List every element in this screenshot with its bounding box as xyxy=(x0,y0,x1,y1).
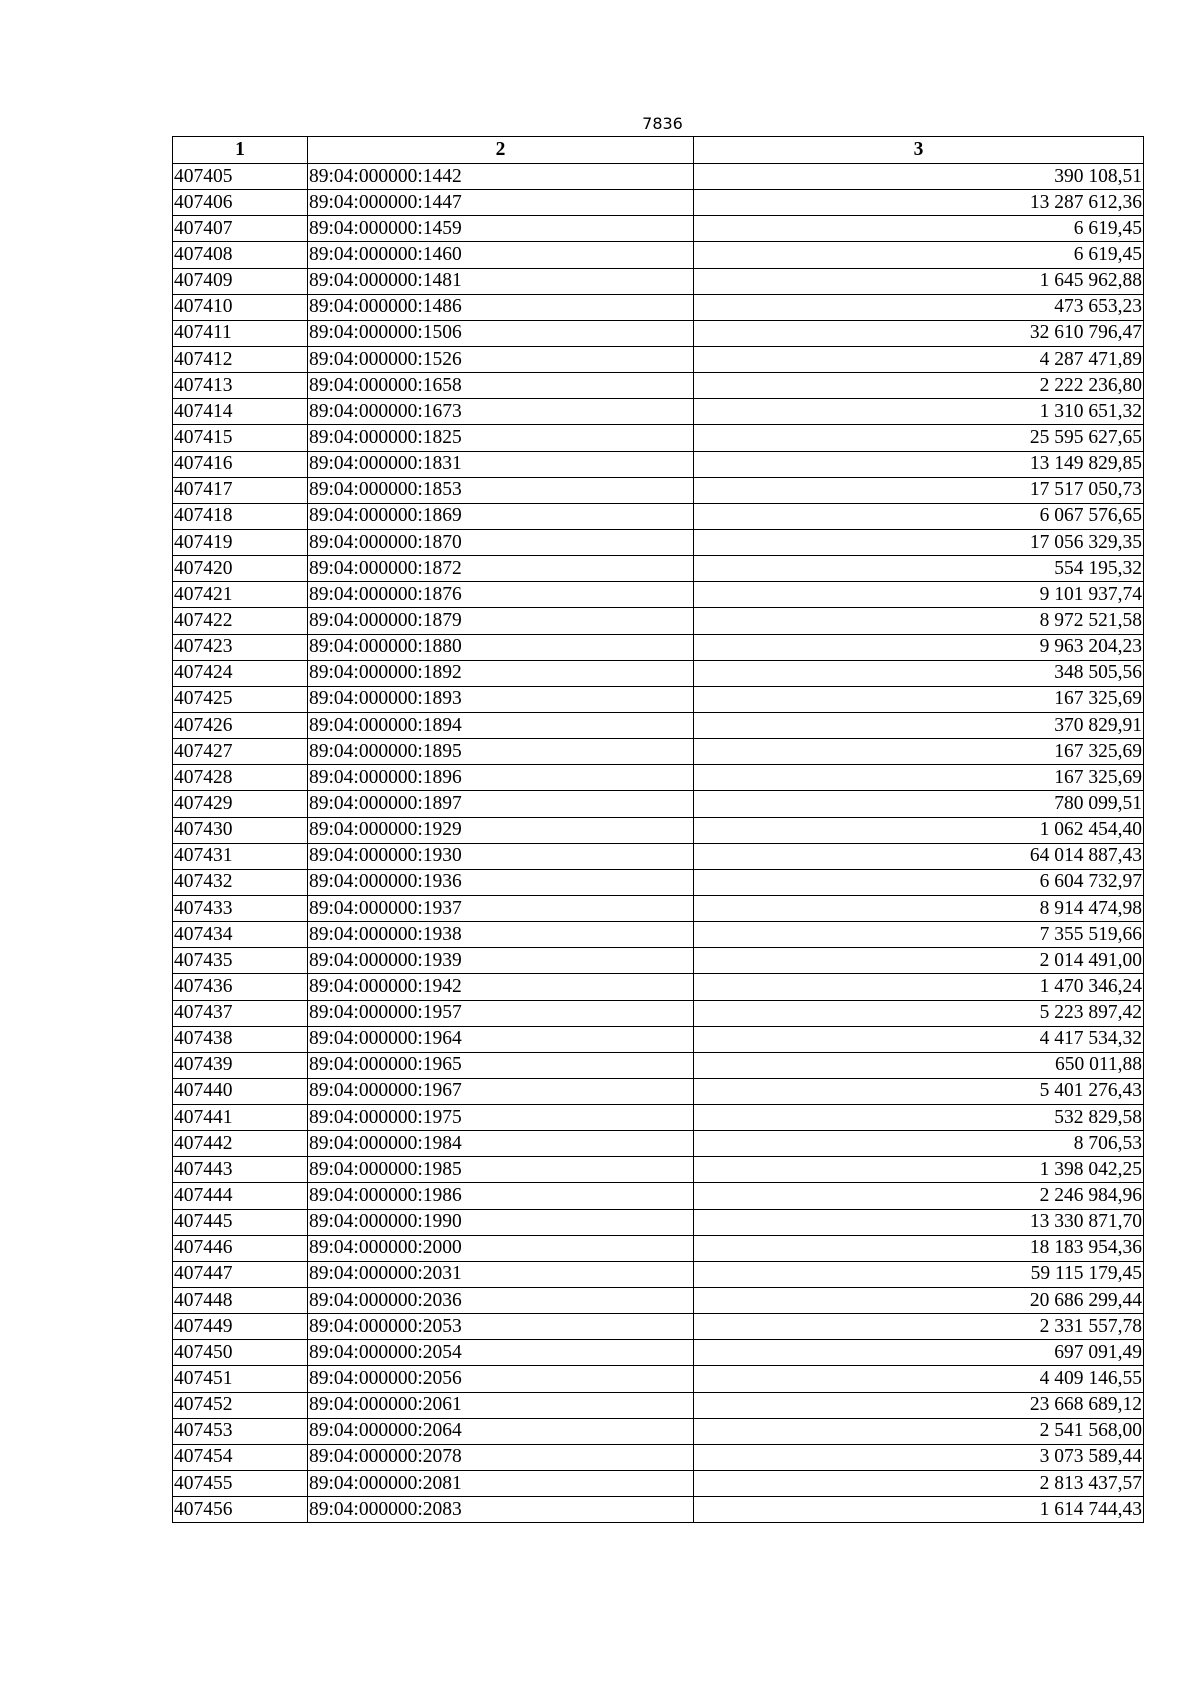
table-row xyxy=(173,216,1144,242)
row-number-cell: 407431 xyxy=(173,843,308,869)
value-cell: 4 417 534,32 xyxy=(694,1026,1144,1052)
table-row xyxy=(173,817,1144,843)
table-row xyxy=(173,320,1144,346)
cadastral-number-cell: 89:04:000000:1853 xyxy=(308,477,694,503)
table-row xyxy=(173,608,1144,634)
row-number-cell: 407405 xyxy=(173,164,308,190)
value-cell: 6 604 732,97 xyxy=(694,869,1144,895)
value-cell: 9 101 937,74 xyxy=(694,582,1144,608)
table-row xyxy=(173,765,1144,791)
value-cell: 8 706,53 xyxy=(694,1131,1144,1157)
table-row xyxy=(173,895,1144,921)
cadastral-number-cell: 89:04:000000:1831 xyxy=(308,451,694,477)
row-number-cell: 407435 xyxy=(173,948,308,974)
table-row xyxy=(173,660,1144,686)
cadastral-number-cell: 89:04:000000:1879 xyxy=(308,608,694,634)
table-row xyxy=(173,948,1144,974)
row-number-cell: 407415 xyxy=(173,425,308,451)
table-row xyxy=(173,268,1144,294)
row-number-cell: 407426 xyxy=(173,712,308,738)
row-number-cell: 407433 xyxy=(173,895,308,921)
value-cell: 13 287 612,36 xyxy=(694,190,1144,216)
cadastral-number-cell: 89:04:000000:1876 xyxy=(308,582,694,608)
value-cell: 9 963 204,23 xyxy=(694,634,1144,660)
value-cell: 8 972 521,58 xyxy=(694,608,1144,634)
cadastral-number-cell: 89:04:000000:1984 xyxy=(308,1131,694,1157)
value-cell: 2 541 568,00 xyxy=(694,1418,1144,1444)
table-row xyxy=(173,556,1144,582)
row-number-cell: 407425 xyxy=(173,686,308,712)
cadastral-number-cell: 89:04:000000:1880 xyxy=(308,634,694,660)
row-number-cell: 407418 xyxy=(173,503,308,529)
cadastral-number-cell: 89:04:000000:2083 xyxy=(308,1497,694,1523)
table-row xyxy=(173,399,1144,425)
cadastral-number-cell: 89:04:000000:1930 xyxy=(308,843,694,869)
table-row xyxy=(173,503,1144,529)
row-number-cell: 407410 xyxy=(173,294,308,320)
cadastral-number-cell: 89:04:000000:1872 xyxy=(308,556,694,582)
value-cell: 4 409 146,55 xyxy=(694,1366,1144,1392)
table-row xyxy=(173,1340,1144,1366)
value-cell: 59 115 179,45 xyxy=(694,1261,1144,1287)
row-number-cell: 407406 xyxy=(173,190,308,216)
value-cell: 167 325,69 xyxy=(694,765,1144,791)
table-row xyxy=(173,346,1144,372)
value-cell: 20 686 299,44 xyxy=(694,1288,1144,1314)
table-row xyxy=(173,974,1144,1000)
row-number-cell: 407423 xyxy=(173,634,308,660)
cadastral-number-cell: 89:04:000000:1526 xyxy=(308,346,694,372)
value-cell: 532 829,58 xyxy=(694,1105,1144,1131)
value-cell: 1 614 744,43 xyxy=(694,1497,1144,1523)
cadastral-number-cell: 89:04:000000:1506 xyxy=(308,320,694,346)
table-row xyxy=(173,843,1144,869)
value-cell: 167 325,69 xyxy=(694,686,1144,712)
table-header xyxy=(173,137,1144,164)
column-header-2: 2 xyxy=(308,137,694,164)
row-number-cell: 407422 xyxy=(173,608,308,634)
row-number-cell: 407446 xyxy=(173,1235,308,1261)
table-row xyxy=(173,1078,1144,1104)
value-cell: 348 505,56 xyxy=(694,660,1144,686)
row-number-cell: 407429 xyxy=(173,791,308,817)
row-number-cell: 407413 xyxy=(173,373,308,399)
value-cell: 8 914 474,98 xyxy=(694,895,1144,921)
cadastral-number-cell: 89:04:000000:1942 xyxy=(308,974,694,1000)
cadastral-number-cell: 89:04:000000:1481 xyxy=(308,268,694,294)
value-cell: 1 310 651,32 xyxy=(694,399,1144,425)
value-cell: 4 287 471,89 xyxy=(694,346,1144,372)
table-row xyxy=(173,477,1144,503)
table-row xyxy=(173,1314,1144,1340)
table-row xyxy=(173,582,1144,608)
row-number-cell: 407428 xyxy=(173,765,308,791)
row-number-cell: 407420 xyxy=(173,556,308,582)
cadastral-number-cell: 89:04:000000:1673 xyxy=(308,399,694,425)
table-row xyxy=(173,1157,1144,1183)
value-cell: 2 014 491,00 xyxy=(694,948,1144,974)
cadastral-number-cell: 89:04:000000:1937 xyxy=(308,895,694,921)
cadastral-number-cell: 89:04:000000:1894 xyxy=(308,712,694,738)
cadastral-number-cell: 89:04:000000:2053 xyxy=(308,1314,694,1340)
cadastral-number-cell: 89:04:000000:2054 xyxy=(308,1340,694,1366)
row-number-cell: 407419 xyxy=(173,529,308,555)
value-cell: 167 325,69 xyxy=(694,739,1144,765)
value-cell: 2 222 236,80 xyxy=(694,373,1144,399)
table-row xyxy=(173,164,1144,190)
cadastral-number-cell: 89:04:000000:1897 xyxy=(308,791,694,817)
cadastral-number-cell: 89:04:000000:1486 xyxy=(308,294,694,320)
value-cell: 5 223 897,42 xyxy=(694,1000,1144,1026)
table-row xyxy=(173,1235,1144,1261)
value-cell: 13 149 829,85 xyxy=(694,451,1144,477)
table-row xyxy=(173,1026,1144,1052)
value-cell: 32 610 796,47 xyxy=(694,320,1144,346)
value-cell: 18 183 954,36 xyxy=(694,1235,1144,1261)
cadastral-number-cell: 89:04:000000:2081 xyxy=(308,1471,694,1497)
row-number-cell: 407444 xyxy=(173,1183,308,1209)
row-number-cell: 407427 xyxy=(173,739,308,765)
table-row xyxy=(173,1418,1144,1444)
row-number-cell: 407408 xyxy=(173,242,308,268)
row-number-cell: 407437 xyxy=(173,1000,308,1026)
cadastral-number-cell: 89:04:000000:1658 xyxy=(308,373,694,399)
value-cell: 473 653,23 xyxy=(694,294,1144,320)
table-row xyxy=(173,791,1144,817)
cadastral-number-cell: 89:04:000000:1975 xyxy=(308,1105,694,1131)
cadastral-number-cell: 89:04:000000:2064 xyxy=(308,1418,694,1444)
table-row xyxy=(173,1471,1144,1497)
table-row xyxy=(173,1183,1144,1209)
header-row xyxy=(173,137,1144,164)
table-row xyxy=(173,686,1144,712)
data-table xyxy=(172,136,1144,1523)
table-row xyxy=(173,190,1144,216)
row-number-cell: 407407 xyxy=(173,216,308,242)
value-cell: 650 011,88 xyxy=(694,1052,1144,1078)
table-row xyxy=(173,1105,1144,1131)
value-cell: 3 073 589,44 xyxy=(694,1444,1144,1470)
value-cell: 13 330 871,70 xyxy=(694,1209,1144,1235)
cadastral-number-cell: 89:04:000000:1957 xyxy=(308,1000,694,1026)
value-cell: 5 401 276,43 xyxy=(694,1078,1144,1104)
cadastral-number-cell: 89:04:000000:1936 xyxy=(308,869,694,895)
cadastral-number-cell: 89:04:000000:2031 xyxy=(308,1261,694,1287)
row-number-cell: 407424 xyxy=(173,660,308,686)
value-cell: 25 595 627,65 xyxy=(694,425,1144,451)
cadastral-number-cell: 89:04:000000:1929 xyxy=(308,817,694,843)
row-number-cell: 407453 xyxy=(173,1418,308,1444)
table-row xyxy=(173,294,1144,320)
cadastral-number-cell: 89:04:000000:1965 xyxy=(308,1052,694,1078)
row-number-cell: 407439 xyxy=(173,1052,308,1078)
row-number-cell: 407451 xyxy=(173,1366,308,1392)
value-cell: 390 108,51 xyxy=(694,164,1144,190)
row-number-cell: 407447 xyxy=(173,1261,308,1287)
row-number-cell: 407412 xyxy=(173,346,308,372)
value-cell: 1 645 962,88 xyxy=(694,268,1144,294)
cadastral-number-cell: 89:04:000000:1990 xyxy=(308,1209,694,1235)
row-number-cell: 407430 xyxy=(173,817,308,843)
cadastral-number-cell: 89:04:000000:1870 xyxy=(308,529,694,555)
value-cell: 7 355 519,66 xyxy=(694,922,1144,948)
value-cell: 1 062 454,40 xyxy=(694,817,1144,843)
value-cell: 370 829,91 xyxy=(694,712,1144,738)
cadastral-number-cell: 89:04:000000:1939 xyxy=(308,948,694,974)
column-header-1: 1 xyxy=(173,137,308,164)
value-cell: 23 668 689,12 xyxy=(694,1392,1144,1418)
row-number-cell: 407450 xyxy=(173,1340,308,1366)
row-number-cell: 407448 xyxy=(173,1288,308,1314)
cadastral-number-cell: 89:04:000000:1892 xyxy=(308,660,694,686)
table-row xyxy=(173,634,1144,660)
cadastral-number-cell: 89:04:000000:1442 xyxy=(308,164,694,190)
row-number-cell: 407449 xyxy=(173,1314,308,1340)
table-row xyxy=(173,1497,1144,1523)
table-row xyxy=(173,1052,1144,1078)
row-number-cell: 407441 xyxy=(173,1105,308,1131)
value-cell: 554 195,32 xyxy=(694,556,1144,582)
row-number-cell: 407445 xyxy=(173,1209,308,1235)
value-cell: 780 099,51 xyxy=(694,791,1144,817)
cadastral-number-cell: 89:04:000000:1447 xyxy=(308,190,694,216)
row-number-cell: 407440 xyxy=(173,1078,308,1104)
value-cell: 2 246 984,96 xyxy=(694,1183,1144,1209)
cadastral-number-cell: 89:04:000000:2036 xyxy=(308,1288,694,1314)
value-cell: 1 398 042,25 xyxy=(694,1157,1144,1183)
row-number-cell: 407452 xyxy=(173,1392,308,1418)
value-cell: 2 813 437,57 xyxy=(694,1471,1144,1497)
table-row xyxy=(173,529,1144,555)
row-number-cell: 407442 xyxy=(173,1131,308,1157)
row-number-cell: 407432 xyxy=(173,869,308,895)
cadastral-number-cell: 89:04:000000:1986 xyxy=(308,1183,694,1209)
table-body xyxy=(173,164,1144,1523)
cadastral-number-cell: 89:04:000000:2078 xyxy=(308,1444,694,1470)
row-number-cell: 407409 xyxy=(173,268,308,294)
value-cell: 697 091,49 xyxy=(694,1340,1144,1366)
cadastral-number-cell: 89:04:000000:1938 xyxy=(308,922,694,948)
value-cell: 17 056 329,35 xyxy=(694,529,1144,555)
page-number: 7836 xyxy=(642,114,683,133)
table-row xyxy=(173,373,1144,399)
table-row xyxy=(173,1444,1144,1470)
row-number-cell: 407455 xyxy=(173,1471,308,1497)
cadastral-number-cell: 89:04:000000:1869 xyxy=(308,503,694,529)
cadastral-number-cell: 89:04:000000:1893 xyxy=(308,686,694,712)
row-number-cell: 407434 xyxy=(173,922,308,948)
row-number-cell: 407443 xyxy=(173,1157,308,1183)
table-row xyxy=(173,1366,1144,1392)
table-row xyxy=(173,922,1144,948)
table-row xyxy=(173,712,1144,738)
cadastral-number-cell: 89:04:000000:1459 xyxy=(308,216,694,242)
row-number-cell: 407414 xyxy=(173,399,308,425)
row-number-cell: 407416 xyxy=(173,451,308,477)
cadastral-number-cell: 89:04:000000:1895 xyxy=(308,739,694,765)
row-number-cell: 407411 xyxy=(173,320,308,346)
value-cell: 6 619,45 xyxy=(694,242,1144,268)
table-row xyxy=(173,425,1144,451)
table-row xyxy=(173,1261,1144,1287)
value-cell: 17 517 050,73 xyxy=(694,477,1144,503)
row-number-cell: 407436 xyxy=(173,974,308,1000)
row-number-cell: 407456 xyxy=(173,1497,308,1523)
value-cell: 64 014 887,43 xyxy=(694,843,1144,869)
cadastral-number-cell: 89:04:000000:2061 xyxy=(308,1392,694,1418)
row-number-cell: 407438 xyxy=(173,1026,308,1052)
cadastral-number-cell: 89:04:000000:1896 xyxy=(308,765,694,791)
table-row xyxy=(173,739,1144,765)
value-cell: 2 331 557,78 xyxy=(694,1314,1144,1340)
table-row xyxy=(173,869,1144,895)
cadastral-number-cell: 89:04:000000:1967 xyxy=(308,1078,694,1104)
value-cell: 6 619,45 xyxy=(694,216,1144,242)
cadastral-number-cell: 89:04:000000:1460 xyxy=(308,242,694,268)
row-number-cell: 407417 xyxy=(173,477,308,503)
column-header-3: 3 xyxy=(694,137,1144,164)
table-row xyxy=(173,1000,1144,1026)
cadastral-number-cell: 89:04:000000:1964 xyxy=(308,1026,694,1052)
row-number-cell: 407421 xyxy=(173,582,308,608)
row-number-cell: 407454 xyxy=(173,1444,308,1470)
cadastral-number-cell: 89:04:000000:2000 xyxy=(308,1235,694,1261)
table-row xyxy=(173,1131,1144,1157)
cadastral-number-cell: 89:04:000000:2056 xyxy=(308,1366,694,1392)
table-row xyxy=(173,1209,1144,1235)
value-cell: 6 067 576,65 xyxy=(694,503,1144,529)
table-row xyxy=(173,242,1144,268)
cadastral-number-cell: 89:04:000000:1985 xyxy=(308,1157,694,1183)
table-row xyxy=(173,1288,1144,1314)
value-cell: 1 470 346,24 xyxy=(694,974,1144,1000)
table-row xyxy=(173,451,1144,477)
table-row xyxy=(173,1392,1144,1418)
cadastral-number-cell: 89:04:000000:1825 xyxy=(308,425,694,451)
